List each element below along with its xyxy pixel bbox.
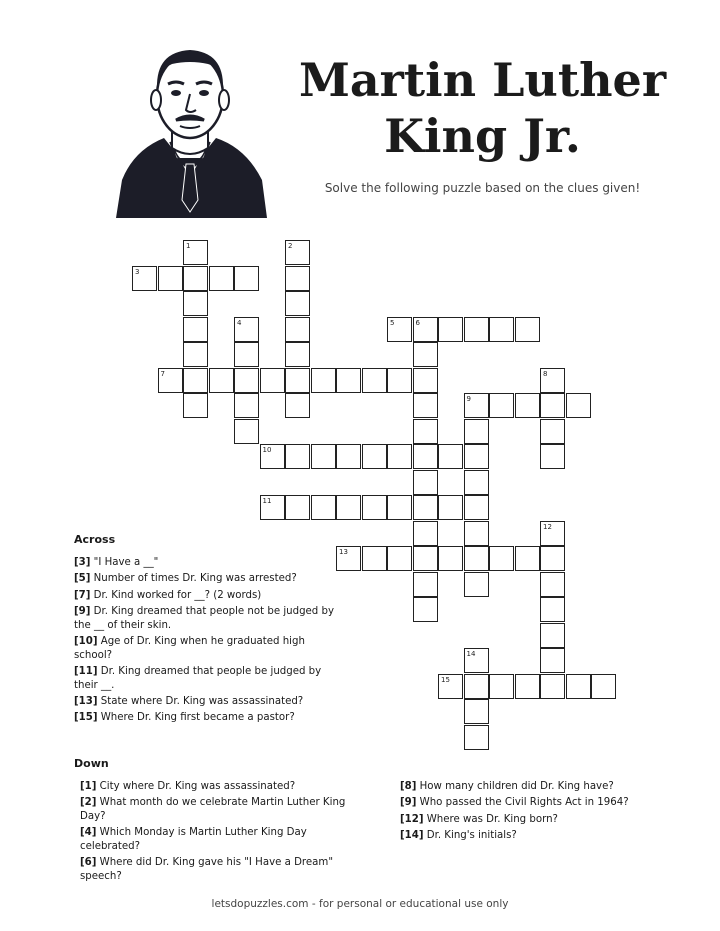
cell-number: 6 bbox=[415, 318, 420, 327]
crossword-cell[interactable] bbox=[515, 393, 540, 418]
clue-number: [12] bbox=[400, 813, 424, 825]
clue-text: Where was Dr. King born? bbox=[423, 813, 558, 825]
crossword-cell[interactable] bbox=[464, 521, 489, 546]
crossword-cell[interactable] bbox=[285, 291, 310, 316]
crossword-cell[interactable] bbox=[438, 444, 463, 469]
title-line-2: King Jr. bbox=[384, 109, 581, 163]
crossword-cell[interactable] bbox=[311, 495, 336, 520]
clue-item bbox=[74, 711, 336, 725]
crossword-cell[interactable] bbox=[413, 470, 438, 495]
clue-item bbox=[74, 589, 336, 603]
clue-item bbox=[74, 665, 336, 693]
crossword-cell[interactable] bbox=[183, 368, 208, 393]
cell-number: 11 bbox=[262, 497, 272, 505]
cell-number: 15 bbox=[441, 675, 450, 684]
cell-number: 4 bbox=[237, 318, 242, 327]
crossword-cell[interactable] bbox=[362, 368, 387, 393]
crossword-cell[interactable] bbox=[413, 495, 438, 520]
crossword-cell[interactable] bbox=[183, 393, 208, 418]
clue-number: [3] bbox=[74, 557, 91, 568]
clue-text: Number of times Dr. King was arrested? bbox=[90, 573, 297, 585]
crossword-cell[interactable] bbox=[413, 419, 438, 444]
crossword-cell[interactable] bbox=[515, 317, 540, 342]
crossword-cell[interactable] bbox=[540, 597, 565, 622]
crossword-cell[interactable] bbox=[464, 317, 489, 342]
crossword-cell[interactable] bbox=[540, 572, 565, 597]
crossword-cell[interactable] bbox=[285, 317, 310, 342]
page-subtitle: Solve the following puzzle based on the clues given! bbox=[324, 181, 641, 195]
crossword-cell[interactable] bbox=[540, 623, 565, 648]
clue-number: [10] bbox=[74, 635, 98, 647]
crossword-cell[interactable] bbox=[489, 317, 514, 342]
crossword-cell[interactable] bbox=[183, 291, 208, 316]
crossword-cell[interactable] bbox=[464, 546, 489, 571]
cell-number: 1 bbox=[186, 242, 191, 250]
cell-number: 10 bbox=[262, 446, 272, 454]
crossword-cell[interactable] bbox=[489, 393, 514, 418]
clue-text: How many children did Dr. King have? bbox=[416, 781, 614, 792]
crossword-cell[interactable] bbox=[183, 342, 208, 367]
crossword-cell[interactable] bbox=[362, 546, 387, 571]
clue-item bbox=[80, 780, 350, 794]
clue-number: [5] bbox=[74, 573, 91, 585]
crossword-cell[interactable] bbox=[464, 674, 489, 699]
crossword-cell[interactable] bbox=[566, 674, 591, 699]
crossword-cell[interactable] bbox=[413, 572, 438, 597]
clue-number: [13] bbox=[74, 696, 98, 708]
page-title bbox=[280, 52, 685, 164]
clue-item bbox=[80, 856, 350, 884]
crossword-cell[interactable] bbox=[438, 546, 463, 571]
crossword-cell[interactable] bbox=[464, 572, 489, 597]
crossword-cell[interactable] bbox=[387, 546, 412, 571]
crossword-cell[interactable] bbox=[413, 444, 438, 469]
crossword-cell[interactable] bbox=[413, 342, 438, 367]
crossword-cell[interactable] bbox=[183, 317, 208, 342]
crossword-cell[interactable] bbox=[387, 368, 412, 393]
footer-credit: letsdopuzzles.com - for personal or educational use only bbox=[211, 898, 509, 910]
crossword-cell[interactable] bbox=[285, 495, 310, 520]
crossword-cell[interactable] bbox=[540, 674, 565, 699]
clue-text: What month do we celebrate Martin Luther King Day? bbox=[80, 797, 346, 823]
crossword-cell[interactable] bbox=[413, 546, 438, 571]
crossword-cell[interactable] bbox=[515, 674, 540, 699]
clue-item bbox=[400, 780, 660, 794]
crossword-cell[interactable] bbox=[413, 368, 438, 393]
crossword-cell[interactable] bbox=[438, 495, 463, 520]
cell-number: 7 bbox=[160, 369, 165, 378]
crossword-cell[interactable] bbox=[464, 725, 489, 750]
clue-number: [7] bbox=[74, 589, 91, 601]
across-heading: Across bbox=[74, 533, 116, 546]
clue-item bbox=[80, 826, 350, 854]
cell-number: 8 bbox=[543, 369, 548, 378]
clue-item bbox=[74, 572, 336, 586]
clue-number: [15] bbox=[74, 712, 98, 724]
clue-item bbox=[400, 829, 660, 843]
crossword-cell[interactable] bbox=[464, 699, 489, 724]
clue-text: Dr. King's initials? bbox=[423, 829, 517, 841]
clue-text: Dr. King dreamed that people not be judged by the __ of their skin. bbox=[74, 605, 335, 631]
crossword-cell[interactable] bbox=[285, 393, 310, 418]
crossword-cell[interactable] bbox=[413, 521, 438, 546]
clue-item bbox=[74, 695, 336, 709]
crossword-cell[interactable] bbox=[540, 444, 565, 469]
cell-number: 5 bbox=[390, 318, 395, 327]
crossword-cell[interactable] bbox=[540, 419, 565, 444]
crossword-cell[interactable] bbox=[285, 444, 310, 469]
down-clue-list-left bbox=[80, 780, 350, 887]
clue-number: [2] bbox=[80, 797, 97, 809]
crossword-cell[interactable] bbox=[515, 546, 540, 571]
down-clue-list-right bbox=[400, 780, 660, 845]
crossword-cell[interactable] bbox=[234, 342, 259, 367]
clue-item bbox=[74, 556, 336, 570]
crossword-cell[interactable] bbox=[234, 419, 259, 444]
clue-number: [9] bbox=[400, 797, 417, 809]
cell-number: 13 bbox=[339, 548, 348, 556]
clue-text: Dr. Kind worked for __? (2 words) bbox=[90, 589, 262, 601]
clue-text: Where Dr. King first became a pastor? bbox=[97, 712, 295, 724]
crossword-cell[interactable] bbox=[464, 495, 489, 520]
crossword-cell[interactable] bbox=[362, 444, 387, 469]
cell-number: 14 bbox=[466, 650, 476, 658]
clue-item bbox=[400, 813, 660, 827]
mlk-portrait-illustration bbox=[112, 30, 267, 218]
clue-number: [6] bbox=[80, 857, 97, 869]
crossword-cell[interactable] bbox=[438, 317, 463, 342]
crossword-cell[interactable] bbox=[464, 470, 489, 495]
crossword-cell[interactable] bbox=[234, 266, 259, 291]
clue-text: Which Monday is Martin Luther King Day celebrated? bbox=[80, 827, 307, 853]
crossword-cell[interactable] bbox=[489, 546, 514, 571]
clue-text: Dr. King dreamed that people be judged by their __. bbox=[74, 666, 322, 691]
crossword-cell[interactable] bbox=[489, 674, 514, 699]
clue-text: State where Dr. King was assassinated? bbox=[97, 696, 304, 708]
crossword-cell[interactable] bbox=[158, 266, 183, 291]
clue-item bbox=[74, 605, 336, 633]
clue-text: Who passed the Civil Rights Act in 1964? bbox=[416, 797, 629, 809]
title-line-1: Martin Luther bbox=[298, 53, 667, 107]
crossword-cell[interactable] bbox=[311, 444, 336, 469]
crossword-cell[interactable] bbox=[362, 495, 387, 520]
crossword-cell[interactable] bbox=[336, 444, 361, 469]
crossword-cell[interactable] bbox=[209, 266, 234, 291]
crossword-cell[interactable] bbox=[209, 368, 234, 393]
clue-number: [1] bbox=[80, 781, 97, 792]
crossword-cell[interactable] bbox=[413, 597, 438, 622]
crossword-cell[interactable] bbox=[566, 393, 591, 418]
cell-number: 2 bbox=[288, 242, 293, 250]
crossword-cell[interactable] bbox=[285, 368, 310, 393]
clue-item bbox=[80, 796, 350, 824]
clue-number: [8] bbox=[400, 781, 417, 792]
crossword-cell[interactable] bbox=[285, 266, 310, 291]
cell-number: 3 bbox=[135, 267, 140, 276]
clue-text: Where did Dr. King gave his "I Have a Dream" speech? bbox=[80, 857, 334, 883]
crossword-cell[interactable] bbox=[234, 368, 259, 393]
clue-text: Age of Dr. King when he graduated high school? bbox=[74, 635, 305, 661]
crossword-cell[interactable] bbox=[336, 368, 361, 393]
clue-number: [11] bbox=[74, 666, 98, 678]
across-clue-list bbox=[74, 556, 336, 728]
crossword-cell[interactable] bbox=[464, 419, 489, 444]
crossword-cell[interactable] bbox=[540, 546, 565, 571]
clue-number: [14] bbox=[400, 829, 424, 841]
crossword-cell[interactable] bbox=[387, 495, 412, 520]
clue-number: [4] bbox=[80, 827, 97, 839]
crossword-cell[interactable] bbox=[540, 393, 565, 418]
clue-text: "I Have a __" bbox=[90, 557, 159, 568]
crossword-cell[interactable] bbox=[387, 444, 412, 469]
down-heading: Down bbox=[74, 757, 109, 770]
clue-item bbox=[74, 635, 336, 663]
crossword-cell[interactable] bbox=[540, 648, 565, 673]
cell-number: 9 bbox=[466, 395, 471, 403]
crossword-cell[interactable] bbox=[234, 393, 259, 418]
crossword-cell[interactable] bbox=[260, 368, 285, 393]
clue-text: City where Dr. King was assassinated? bbox=[96, 781, 296, 792]
cell-number: 12 bbox=[543, 522, 552, 531]
crossword-cell[interactable] bbox=[285, 342, 310, 367]
crossword-cell[interactable] bbox=[311, 368, 336, 393]
crossword-cell[interactable] bbox=[183, 266, 208, 291]
clue-item bbox=[400, 796, 660, 810]
crossword-cell[interactable] bbox=[464, 444, 489, 469]
clue-number: [9] bbox=[74, 605, 91, 617]
crossword-cell[interactable] bbox=[591, 674, 616, 699]
crossword-cell[interactable] bbox=[413, 393, 438, 418]
crossword-cell[interactable] bbox=[336, 495, 361, 520]
